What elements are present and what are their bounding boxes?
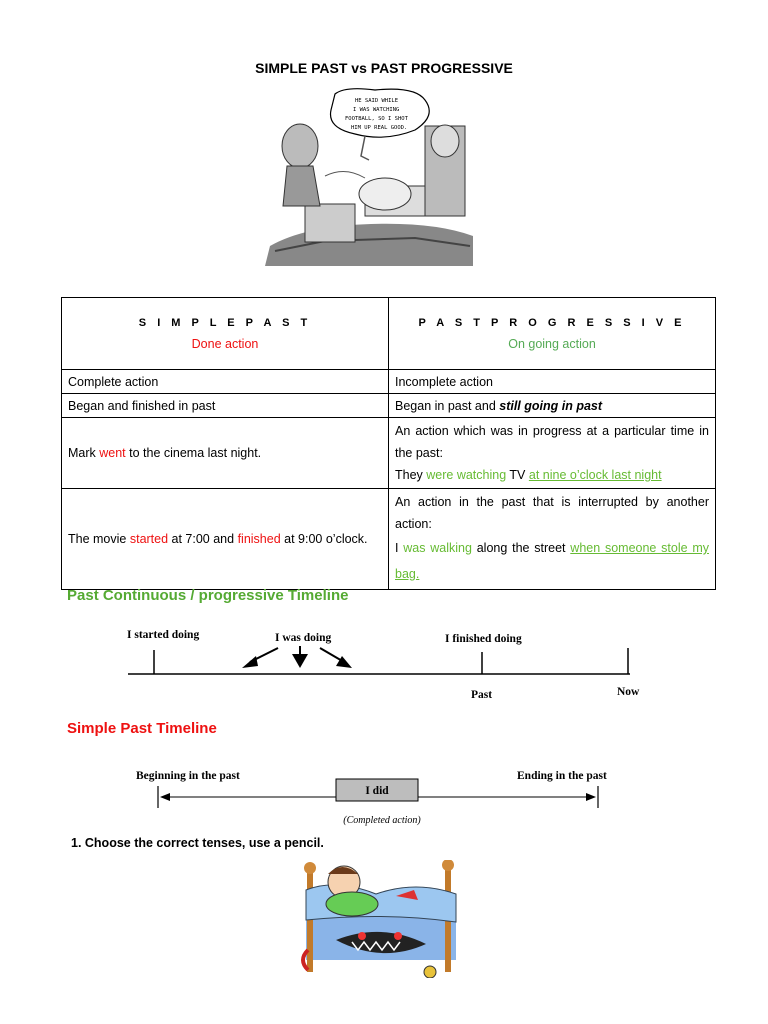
row3-right-text-b: TV — [506, 468, 529, 482]
row4-left — [62, 489, 389, 590]
row3-right-intro: An action which was in progress at a particular time in the past: — [395, 424, 709, 460]
simple-past-heading: Simple Past Timeline — [67, 720, 217, 737]
cartoon-caption-line-3: FOOTBALL, SO I SHOT — [345, 116, 408, 122]
simple-past-timeline — [132, 762, 632, 830]
past-progressive-header-cell — [389, 298, 716, 370]
row4-left-verb-1: started — [129, 532, 169, 546]
comparison-table — [61, 297, 716, 590]
row3-right-example — [395, 464, 709, 486]
completed-caption: (Completed action) — [343, 815, 421, 826]
row3-right-text-a: They — [395, 468, 427, 482]
row2-right-emphasis: still going in past — [499, 398, 603, 413]
row4-right-text-a: I — [395, 541, 404, 555]
row4-left-text-b: at 7:00 and — [168, 532, 238, 546]
cartoon-tv-watchers-image — [265, 86, 477, 266]
exercise-instruction: 1. Choose the correct tenses, use a pencil. — [71, 836, 324, 850]
row4-left-verb-2: finished — [237, 532, 281, 546]
arrow-left-head — [242, 656, 258, 668]
row2-left: Began and finished in past — [62, 394, 389, 418]
row3-left — [62, 418, 389, 489]
arrow-begin — [160, 793, 170, 801]
simple-past-header: S I M P L E P A S T — [138, 316, 312, 329]
cartoon-boy-in-bed-image — [296, 860, 468, 978]
simple-past-header-cell — [62, 298, 389, 370]
row4-right-verb: was walking — [403, 541, 472, 555]
row4-right-intro: An action in the past that is interrupted by another action: — [395, 495, 709, 531]
cartoon-caption-line-2: I WAS WATCHING — [353, 107, 400, 113]
now-label: Now — [617, 686, 640, 698]
start-label: I started doing — [127, 629, 200, 641]
row3-right — [389, 418, 716, 489]
row3-right-time: at nine o’clock last night — [528, 468, 662, 482]
row4-right-clause: when someone stole my bag. — [395, 541, 709, 581]
page-title: SIMPLE PAST vs PAST PROGRESSIVE — [255, 60, 513, 76]
row1-right: Incomplete action — [389, 370, 716, 394]
arrow-end — [586, 793, 596, 801]
row3-right-verb: were watching — [426, 468, 507, 482]
past-continuous-heading: Past Continuous / progressive Timeline — [67, 587, 349, 604]
did-label: I did — [365, 785, 389, 797]
row4-right — [389, 489, 716, 590]
simple-past-subtitle: Done action — [191, 336, 259, 351]
row2-right-text: Began in past and — [395, 398, 500, 413]
row4-left-text-c: at 9:00 o’clock. — [280, 532, 368, 546]
past-progressive-subtitle: On going action — [508, 336, 596, 351]
row3-left-text-b: to the cinema last night. — [125, 446, 262, 460]
cartoon-caption-line-4: HIM UP REAL GOOD. — [351, 125, 408, 131]
row4-left-text-a: The movie — [68, 532, 130, 546]
end-label: I finished doing — [445, 633, 522, 645]
middle-label: I was doing — [275, 632, 332, 644]
arrow-down-head — [292, 654, 308, 668]
past-continuous-timeline — [120, 622, 640, 704]
row3-left-text-a: Mark — [68, 446, 100, 460]
end-label-sp: Ending in the past — [517, 770, 607, 782]
past-progressive-header: P A S T P R O G R E S S I V E — [418, 316, 686, 329]
row4-right-text-b: along the street — [471, 541, 571, 555]
row4-right-example — [395, 535, 709, 587]
row1-left: Complete action — [62, 370, 389, 394]
row3-left-verb: went — [99, 446, 126, 460]
past-label: Past — [471, 689, 493, 701]
cartoon-caption-line-1: HE SAID WHILE — [355, 98, 399, 104]
begin-label: Beginning in the past — [136, 770, 240, 782]
row2-right — [389, 394, 716, 418]
